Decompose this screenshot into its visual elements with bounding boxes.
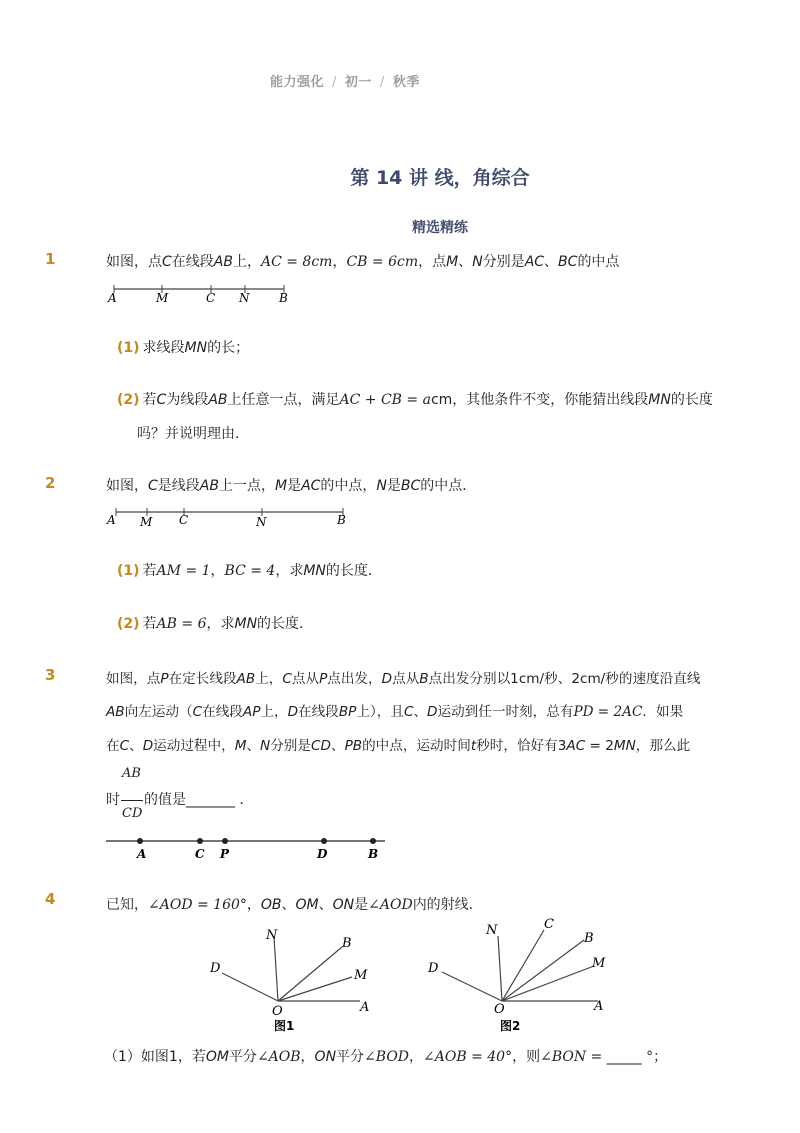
- q3-fraction-bar: [121, 800, 143, 801]
- q3-label-c: C: [195, 847, 205, 861]
- q3-line-2: AB向左运动（C在线段AP上，D在线段BP上），且C、D运动到任一时刻，总有PD = 2AC．如果: [106, 704, 684, 720]
- q3-fraction-denominator: CD: [122, 806, 143, 821]
- q1-label-a: A: [108, 291, 117, 305]
- header-separator: /: [379, 75, 385, 90]
- q2-label-m: M: [140, 515, 153, 529]
- header-grade: 初一: [344, 75, 372, 90]
- lesson-title: 第 14 讲 线，角综合: [350, 167, 530, 189]
- fig2-ray-om: [502, 966, 594, 1001]
- q3-line-3: 在C、D运动过程中，M、N分别是CD、PB的中点，运动时间t秒时，恰好有3AC = 2MN，那么此: [106, 738, 691, 754]
- q1-subquestion-2-cont: 吗？并说明理由．: [137, 426, 249, 442]
- q1-subquestion-1: (1) 求线段MN的长；: [117, 340, 250, 356]
- q2-label-a: A: [107, 513, 116, 527]
- q3-line-figure: [100, 830, 390, 862]
- fig2-label-o: O: [494, 1002, 505, 1017]
- q4-stem: 已知，∠AOD = 160°，OB、OM、ON是∠AOD内的射线．: [106, 897, 483, 913]
- q1-segment-figure: [100, 280, 300, 306]
- fig2-ray-od: [442, 972, 502, 1001]
- q4-figure-2: [420, 910, 620, 1040]
- fig2-label-b: B: [584, 931, 594, 946]
- question-number-3: 3: [45, 666, 56, 684]
- fig1-label-m: M: [354, 968, 368, 983]
- fig1-caption: 图1: [274, 1019, 295, 1033]
- fig1-label-a: A: [360, 1000, 370, 1015]
- fig1-label-d: D: [210, 961, 221, 976]
- question-number-4: 4: [45, 890, 56, 908]
- fig2-ray-oc: [502, 930, 544, 1001]
- fig2-label-m: M: [592, 956, 606, 971]
- fig2-label-d: D: [428, 961, 439, 976]
- q4-figure-1: [200, 915, 390, 1040]
- fig2-ray-ob: [502, 940, 584, 1001]
- q1-label-c: C: [206, 291, 216, 305]
- q1-subquestion-2: (2) 若C为线段AB上任意一点，满足AC + CB = acm，其他条件不变，你能猜出线段MN的长度: [117, 392, 713, 408]
- fig1-ray-ob: [278, 947, 342, 1001]
- fig2-label-n: N: [486, 923, 498, 938]
- q2-label-b: B: [337, 513, 346, 527]
- header-separator: /: [332, 75, 337, 90]
- q1-stem: 如图，点C在线段AB上，AC = 8cm，CB = 6cm，点M、N分别是AC、BC的中点: [106, 254, 620, 270]
- fig1-ray-om: [278, 977, 352, 1001]
- q2-segment-figure: [100, 504, 360, 530]
- q3-point-b: [370, 838, 376, 844]
- fig2-ray-on: [498, 936, 502, 1001]
- fig1-label-n: N: [266, 928, 278, 943]
- fig2-label-a: A: [594, 999, 604, 1014]
- fig1-ray-on: [274, 937, 278, 1001]
- fig2-label-c: C: [544, 917, 554, 932]
- question-number-1: 1: [45, 250, 56, 268]
- q3-label-p: P: [220, 847, 230, 861]
- q3-point-p: [222, 838, 228, 844]
- q3-point-c: [197, 838, 203, 844]
- q3-label-a: A: [137, 847, 147, 861]
- header-term: 秋季: [392, 75, 420, 90]
- q3-line-1: 如图，点P在定长线段AB上，C点从P点出发，D点从B点出发分别以1cm/秒、2cm/秒的速度沿直线: [106, 671, 701, 687]
- q3-label-b: B: [368, 847, 379, 861]
- page-header: [270, 71, 420, 90]
- q3-point-d: [321, 838, 327, 844]
- fig1-ray-od: [222, 973, 278, 1001]
- fig1-label-o: O: [272, 1004, 283, 1019]
- q3-fraction-numerator: AB: [122, 766, 141, 781]
- q2-subquestion-1: (1) 若AM = 1，BC = 4，求MN的长度．: [117, 563, 382, 579]
- q1-label-b: B: [279, 291, 288, 305]
- q2-subquestion-2: (2) 若AB = 6，求MN的长度．: [117, 616, 314, 632]
- q1-label-m: M: [156, 291, 169, 305]
- fig1-label-b: B: [342, 936, 352, 951]
- q2-label-n: N: [256, 515, 267, 529]
- q2-stem: 如图，C是线段AB上一点，M是AC的中点，N是BC的中点．: [106, 478, 477, 494]
- header-course: 能力强化: [270, 75, 325, 90]
- fig2-caption: 图2: [500, 1019, 521, 1033]
- q2-label-c: C: [179, 513, 189, 527]
- section-subtitle: 精选精练: [412, 220, 468, 236]
- q1-label-n: N: [239, 291, 250, 305]
- q3-label-d: D: [317, 847, 328, 861]
- q4-subquestion-1: （1）如图1，若OM平分∠AOB，ON平分∠BOD，∠AOB = 40°，则∠BON = _____ °；: [104, 1049, 668, 1065]
- question-number-2: 2: [45, 474, 56, 492]
- q3-line-4: 时 的值是_______ ．: [106, 792, 254, 808]
- q3-point-a: [137, 838, 143, 844]
